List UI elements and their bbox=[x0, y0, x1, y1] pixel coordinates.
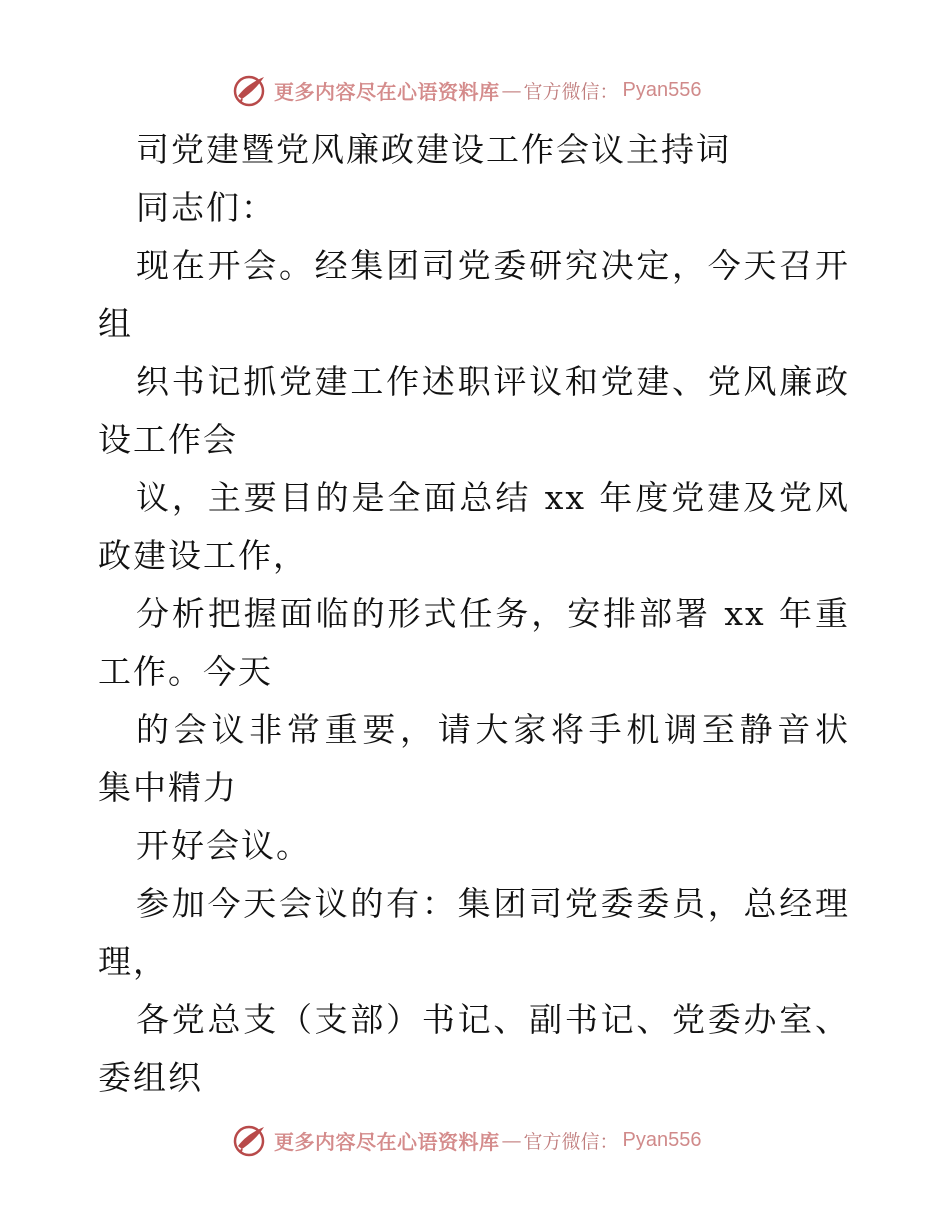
banner-wechat-id: Pyan556 bbox=[622, 1128, 702, 1151]
banner-wechat-label: 官方微信： bbox=[523, 1130, 619, 1153]
text-line: 集中精力 bbox=[98, 768, 238, 807]
text-line: 现在开会。经集团司党委研究决定，今天召开 bbox=[136, 246, 850, 285]
text-line: 开好会议。 bbox=[136, 826, 311, 865]
text-line: 司党建暨党风廉政建设工作会议主持词 bbox=[136, 130, 731, 169]
banner-text: 更多内容尽在心语资料库 bbox=[274, 79, 500, 104]
text-line: 委组织 bbox=[98, 1058, 203, 1097]
text-line: 议，主要目的是全面总结 xx 年度党建及党风 bbox=[136, 478, 850, 517]
text-line: 设工作会 bbox=[98, 420, 238, 459]
pen-nib-logo-icon bbox=[232, 72, 268, 108]
banner-wechat-id: Pyan556 bbox=[622, 78, 702, 101]
text-line: 分析把握面临的形式任务，安排部署 xx 年重 bbox=[136, 594, 850, 633]
text-line: 理， bbox=[98, 942, 168, 981]
banner-wechat-label: 官方微信： bbox=[523, 80, 619, 103]
banner-dash: — bbox=[501, 1128, 522, 1152]
document-body bbox=[98, 121, 850, 1107]
text-line: 参加今天会议的有：集团司党委委员，总经理 bbox=[136, 884, 850, 923]
text-line: 政建设工作， bbox=[98, 536, 308, 575]
text-line: 工作。今天 bbox=[98, 652, 273, 691]
text-line: 各党总支（支部）书记、副书记、党委办室、 bbox=[136, 1000, 850, 1039]
banner-dash: — bbox=[501, 78, 522, 102]
text-line: 同志们： bbox=[136, 188, 276, 227]
footer-banner[interactable] bbox=[232, 1120, 701, 1160]
pen-nib-logo-icon bbox=[232, 1122, 268, 1158]
text-line: 织书记抓党建工作述职评议和党建、党风廉政 bbox=[136, 362, 850, 401]
text-line: 的会议非常重要，请大家将手机调至静音状 bbox=[136, 710, 850, 749]
banner-text: 更多内容尽在心语资料库 bbox=[274, 1129, 500, 1154]
header-banner[interactable] bbox=[232, 70, 701, 110]
text-line: 组 bbox=[98, 304, 133, 343]
